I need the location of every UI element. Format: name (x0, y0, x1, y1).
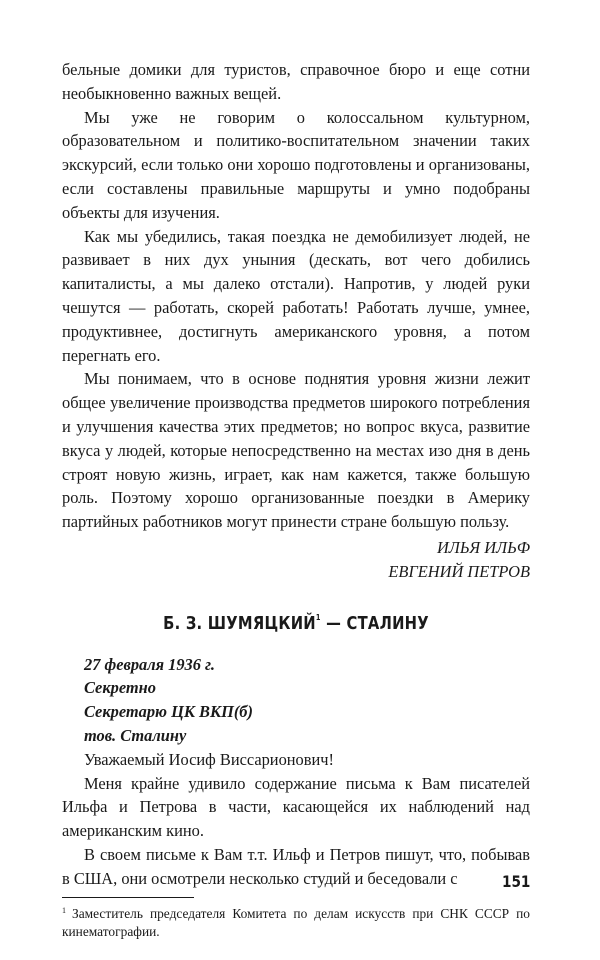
paragraph: Мы понимаем, что в основе поднятия уровня жизни лежит общее увеличение производства предметов широкого потребления и улучшения качества этих предметов; но вопрос вкуса, развитие вкуса у людей, которые непосредственно на местах изо дня в день строят новую жизнь, играет, как нам кажется, также большую роль. Поэтому хорошо организованные поездки в Америку партийных работников могут принести стране большую пользу. (62, 369, 530, 532)
page-number: 151 (501, 872, 530, 891)
signature-ilf: ИЛЬЯ ИЛЬФ (436, 537, 530, 557)
letter-salutation: Уважаемый Иосиф Виссарионович! (84, 749, 334, 769)
footnote (62, 902, 530, 942)
book-page (62, 58, 530, 942)
letter-recipient-name: тов. Сталину (84, 725, 187, 745)
signature-block (62, 536, 530, 584)
signature-petrov: ЕВГЕНИЙ ПЕТРОВ (388, 561, 530, 581)
paragraph: Как мы убедились, такая поездка не демобилизует людей, не развивает в них дух уныния (дескать, вот чего добились капиталисты, а мы далеко отстали). Напротив, у людей руки чешутся — работать, скорей работать! Работать лучше, умнее, продуктивнее, достигнуть американского уровня, а потом перегнать его. (62, 226, 530, 365)
letter-paragraph: В своем письме к Вам т.т. Ильф и Петров пишут, что, побывав в США, они осмотрели несколько студий и беседовали с (62, 844, 530, 888)
paragraph: Мы уже не говорим о колоссальном культурном, образовательном и политико-воспитательном значении таких экскурсий, если только они хорошо подготовлены и организованы, если составлены правильные маршруты и умно подобраны объекты для изучения. (62, 107, 530, 222)
heading-addressee: — СТАЛИНУ (320, 612, 429, 634)
section-heading (104, 605, 488, 637)
footnote-text: Заместитель председателя Комитета по делам искусств при СНК СССР по кинематографии. (62, 905, 530, 940)
letter-classification: Секретно (84, 678, 156, 698)
footnote-number: 1 (62, 905, 66, 915)
letter-recipient-title: Секретарю ЦК ВКП(б) (84, 702, 253, 722)
heading-author: Б. З. ШУМЯЦКИЙ (163, 612, 316, 634)
footnote-divider (62, 897, 194, 898)
footnote-marker: 1 (315, 612, 321, 622)
letter-date: 27 февраля 1936 г. (84, 654, 215, 674)
letter-paragraph: Меня крайне удивило содержание письма к Вам писателей Ильфа и Петрова в части, касающейся их наблюдений над американским кино. (62, 773, 530, 841)
paragraph-continued: бельные домики для туристов, справочное бюро и еще сотни необыкновенно важных вещей. (62, 60, 530, 103)
